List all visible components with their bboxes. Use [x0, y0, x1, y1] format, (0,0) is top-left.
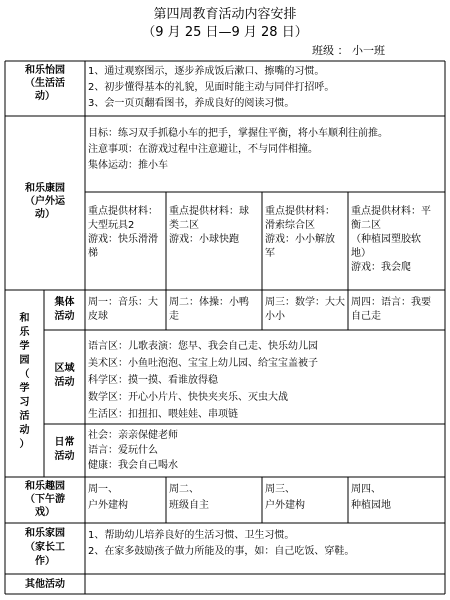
list-item: 语言区：儿歌表演：您早、我会自己走、快乐幼儿园 — [88, 341, 318, 352]
play-day-4: 周四、 种植园地 — [351, 484, 391, 511]
collective-label: 集体 活动 — [54, 297, 75, 322]
health-area-2: 重点提供材料：球 类二区 游戏：小球快跑 — [169, 206, 249, 245]
list-item: 生活区：扣扭扣、喂娃娃、串项链 — [88, 409, 238, 420]
class-label: 班级 ： 小一班 — [312, 44, 385, 57]
collective-day-4: 周四：语言：我要 自己走 — [351, 297, 431, 322]
collective-day-3: 周三：数学：大大 小小 — [265, 297, 345, 322]
collective-day-2: 周二：体操：小鸭 走 — [169, 297, 249, 322]
list-item: 社会：亲亲保健老师 — [88, 430, 178, 441]
health-area-3: 重点提供材料： 滑索综合区 游戏：小小解放 军 — [265, 206, 335, 259]
daily-label: 日常 活动 — [54, 437, 75, 462]
life-items — [88, 64, 443, 112]
list-item: 数学区：开心小片片、快快夹夹乐、灭虫大战 — [88, 392, 288, 403]
play-day-1: 周一、 户外建构 — [88, 484, 128, 511]
daily-items — [88, 428, 443, 473]
health-notice: 注意事项：在游戏过程中注意避让，不与同伴相撞。 — [88, 144, 318, 155]
collective-day-1: 周一：音乐：大 皮球 — [88, 297, 158, 322]
study-header: 和 乐 学 园 （ 学 习 活 动 ） — [19, 313, 30, 450]
date-range: （9 月 25 日—9 月 28 日） — [142, 25, 308, 40]
list-item: 科学区：摸一摸、看谁放得稳 — [88, 375, 218, 386]
health-goal: 目标：练习双手抓稳小车的把手，掌握住平衡，将小车顺利往前推。 — [88, 128, 388, 139]
home-header: 和乐家园 （家长工 作） — [25, 528, 65, 567]
other-header: 其他活动 — [25, 579, 65, 590]
health-header: 和乐康园 （户外运 动） — [25, 183, 65, 220]
zone-items — [88, 338, 443, 423]
home-items — [88, 528, 443, 560]
list-item: 1、通过观察图示，逐步养成饭后漱口、擦嘴的习惯。 — [88, 66, 325, 77]
list-item: 3、会一页页翻看图书，养成良好的阅读习惯。 — [88, 98, 295, 109]
life-header: 和乐怡园 （生活活 动） — [25, 65, 65, 102]
health-area-4: 重点提供材料：平 衡二区 （种植园塑胶软 地） 游戏：我会爬 — [351, 206, 431, 273]
play-day-2: 周二、 班级自主 — [169, 484, 209, 511]
list-item: 2、初步懂得基本的礼貌，见面时能主动与同伴打招呼。 — [88, 82, 335, 93]
list-item: 美术区：小鱼吐泡泡、宝宝上幼儿园、给宝宝盖被子 — [88, 358, 318, 369]
play-day-3: 周三、 户外建构 — [265, 484, 305, 511]
play-header: 和乐趣园 （下午游 戏） — [25, 481, 65, 518]
health-area-1: 重点提供材料： 大型玩具2 游戏：快乐滑滑 梯 — [88, 206, 158, 259]
list-item: 健康：我会自己喝水 — [88, 460, 178, 471]
list-item: 1、帮助幼儿培养良好的生活习惯、卫生习惯。 — [88, 530, 295, 541]
page-title: 第四周教育活动内容安排 — [153, 7, 297, 22]
health-group: 集体运动：推小车 — [88, 160, 168, 171]
health-info — [88, 126, 443, 174]
zone-label: 区域 活动 — [54, 363, 75, 388]
list-item: 2、在家多鼓励孩子做力所能及的事，如：自己吃饭、穿鞋。 — [88, 546, 355, 557]
list-item: 语言：爱玩什么 — [88, 445, 158, 456]
